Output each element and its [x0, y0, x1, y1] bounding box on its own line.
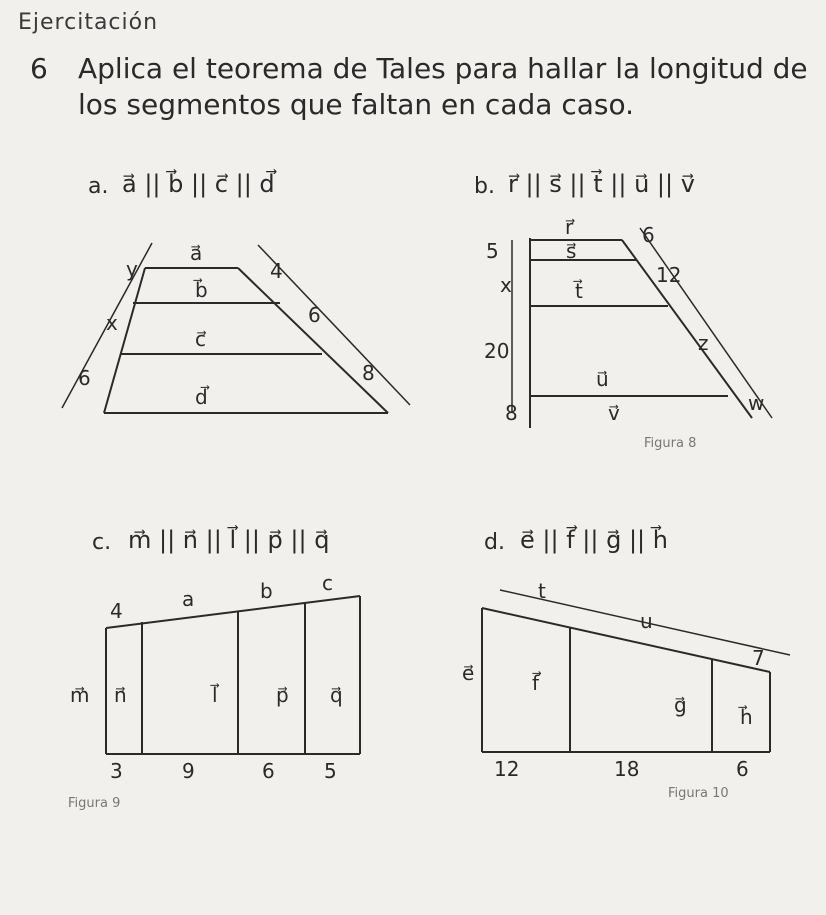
fig-a-seg-6b: 6: [308, 303, 321, 327]
part-b-label: b.: [474, 174, 495, 199]
part-b-relation: r⃗ || s⃗ || t⃗ || u⃗ || v⃗: [508, 170, 695, 198]
fig-d-seg-7: 7: [752, 646, 765, 670]
fig-a-seg-4: 4: [270, 259, 283, 283]
fig-c-vector-q: q⃗: [330, 683, 343, 707]
fig-c-vector-n: n⃗: [114, 683, 127, 707]
fig-d-seg-6: 6: [736, 757, 749, 781]
fig-c-seg-4: 4: [110, 599, 123, 623]
fig-b-seg-w: w: [748, 391, 765, 415]
fig-b-vector-s: s⃗: [566, 239, 577, 263]
fig-b-seg-12: 12: [656, 263, 682, 287]
fig-b-seg-20: 20: [484, 339, 510, 363]
fig-c-vector-l: l⃗: [212, 683, 218, 707]
part-d-label: d.: [484, 530, 505, 555]
exercise-statement-line-2: los segmentos que faltan en cada caso.: [78, 88, 634, 121]
fig-c-seg-3: 3: [110, 759, 123, 783]
part-d-relation: e⃗ || f⃗ || g⃗ || h⃗: [520, 526, 668, 554]
fig-b-seg-5: 5: [486, 239, 499, 263]
fig-a-seg-x: x: [106, 311, 118, 335]
figure-10-caption: Figura 10: [668, 786, 729, 801]
part-c-relation: m⃗ || n⃗ || l⃗ || p⃗ || q⃗: [128, 526, 330, 554]
part-a-label: a.: [88, 174, 109, 199]
fig-a-vector-b: b⃗: [195, 278, 208, 302]
exercise-statement-line-1: Aplica el teorema de Tales para hallar la longitud de: [78, 52, 808, 85]
fig-a-vector-c: c⃗: [195, 327, 206, 351]
fig-d-seg-u: u: [640, 609, 653, 633]
fig-c-seg-b: b: [260, 579, 273, 603]
fig-b-vector-t: t⃗: [575, 279, 583, 303]
fig-c-seg-5: 5: [324, 759, 337, 783]
figure-9-caption: Figura 9: [68, 796, 121, 811]
figure-b: [512, 228, 772, 428]
fig-d-seg-t: t: [538, 579, 546, 603]
fig-b-vector-v: v⃗: [608, 401, 620, 425]
fig-a-seg-y: y: [126, 257, 138, 281]
fig-c-vector-m: m⃗: [70, 683, 90, 707]
fig-c-seg-c: c: [322, 571, 333, 595]
fig-b-right-transversal: [622, 240, 752, 418]
fig-a-vector-d: d⃗: [195, 385, 208, 409]
fig-d-vector-h: h⃗: [740, 705, 753, 729]
fig-c-seg-9: 9: [182, 759, 195, 783]
section-header: Ejercitación: [18, 10, 159, 35]
figure-8-caption: Figura 8: [644, 436, 697, 451]
fig-c-seg-a: a: [182, 587, 195, 611]
part-a-relation: a⃗ || b⃗ || c⃗ || d⃗: [122, 170, 275, 198]
fig-a-right-transversal: [238, 268, 388, 413]
fig-d-seg-12: 12: [494, 757, 520, 781]
exercise-number: 6: [30, 52, 48, 85]
fig-d-seg-18: 18: [614, 757, 640, 781]
fig-a-seg-6: 6: [78, 366, 91, 390]
fig-c-top-transversal: [106, 596, 360, 628]
fig-a-vector-a: a⃗: [190, 241, 203, 265]
fig-b-seg-x: x: [500, 273, 512, 297]
fig-b-seg-z: z: [698, 331, 709, 355]
fig-d-vector-f: f⃗: [532, 671, 540, 695]
fig-b-right-measure-line: [640, 228, 772, 418]
part-c-label: c.: [92, 530, 112, 555]
fig-d-vector-e: e⃗: [462, 661, 475, 685]
fig-c-seg-6: 6: [262, 759, 275, 783]
fig-b-vector-r: r⃗: [565, 215, 574, 239]
fig-b-seg-6: 6: [642, 223, 655, 247]
fig-c-vector-p: p⃗: [276, 683, 289, 707]
fig-a-seg-8: 8: [362, 361, 375, 385]
fig-b-seg-8: 8: [505, 401, 518, 425]
figure-c: [106, 596, 360, 754]
fig-a-left-transversal: [104, 268, 145, 413]
fig-b-vector-u: u⃗: [596, 367, 609, 391]
fig-d-vector-g: g⃗: [674, 693, 687, 717]
